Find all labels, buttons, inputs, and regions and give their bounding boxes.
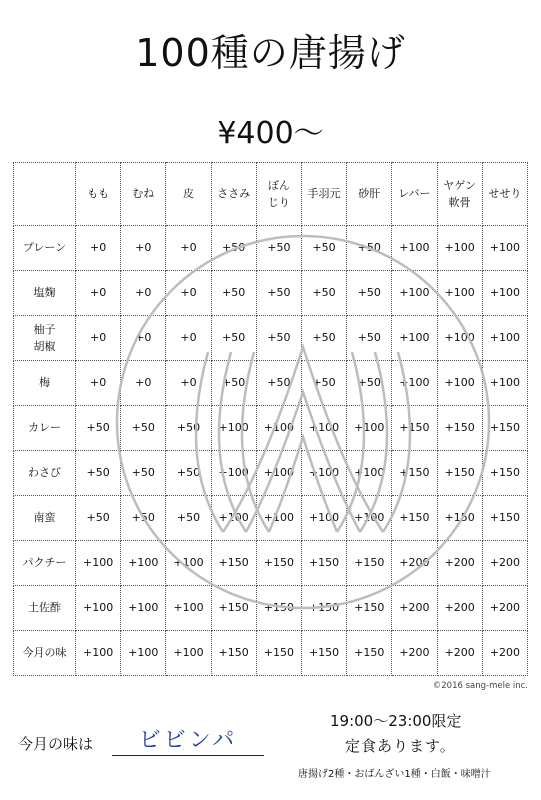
set-meal-text: 定食あります。 xyxy=(345,737,456,755)
menu-title: 100種の唐揚げ xyxy=(135,31,406,75)
price-cell: +100 xyxy=(482,226,527,271)
column-header: せせり xyxy=(482,163,527,226)
price-cell: +0 xyxy=(166,361,211,406)
table-row xyxy=(14,586,528,631)
row-flavor-label: 柚子 胡椒 xyxy=(14,316,76,361)
price-cell: +100 xyxy=(482,361,527,406)
price-cell: +0 xyxy=(76,226,121,271)
price-cell: +100 xyxy=(76,586,121,631)
price-cell: +50 xyxy=(166,406,211,451)
table-header-row xyxy=(14,163,528,226)
price-cell: +50 xyxy=(347,271,392,316)
monthly-flavor-value: ビビンパ xyxy=(112,723,264,756)
price-cell: +50 xyxy=(166,451,211,496)
table-row xyxy=(14,316,528,361)
row-flavor-label: 今月の味 xyxy=(14,631,76,676)
table-body xyxy=(14,226,528,676)
price-cell: +200 xyxy=(437,541,482,586)
price-cell: +150 xyxy=(211,541,256,586)
price-cell: +100 xyxy=(437,361,482,406)
row-flavor-label: わさび xyxy=(14,451,76,496)
column-header: むね xyxy=(121,163,166,226)
price-cell: +150 xyxy=(347,541,392,586)
row-flavor-label: プレーン xyxy=(14,226,76,271)
price-cell: +100 xyxy=(76,631,121,676)
price-cell: +50 xyxy=(211,316,256,361)
price-cell: +0 xyxy=(121,361,166,406)
price-cell: +150 xyxy=(256,586,301,631)
table-row xyxy=(14,631,528,676)
price-cell: +100 xyxy=(437,316,482,361)
price-cell: +0 xyxy=(76,271,121,316)
row-flavor-label: カレー xyxy=(14,406,76,451)
row-flavor-label: 塩麹 xyxy=(14,271,76,316)
set-meal-hours: 19:00〜23:00限定 xyxy=(330,712,462,730)
price-cell: +0 xyxy=(166,271,211,316)
table-row xyxy=(14,451,528,496)
price-cell: +150 xyxy=(301,586,346,631)
price-cell: +0 xyxy=(166,316,211,361)
price-cell: +100 xyxy=(347,406,392,451)
price-cell: +50 xyxy=(211,226,256,271)
price-cell: +50 xyxy=(256,226,301,271)
price-cell: +100 xyxy=(347,496,392,541)
monthly-flavor-label: 今月の味は xyxy=(18,735,94,753)
table-row xyxy=(14,541,528,586)
table-row xyxy=(14,496,528,541)
price-table xyxy=(13,162,528,676)
price-cell: +100 xyxy=(121,586,166,631)
set-meal-detail: 唐揚げ2種・おばんざい1種・白飯・味噌汁 xyxy=(298,769,491,780)
price-cell: +50 xyxy=(301,226,346,271)
price-cell: +150 xyxy=(256,541,301,586)
price-cell: +0 xyxy=(121,271,166,316)
price-cell: +100 xyxy=(166,586,211,631)
price-cell: +50 xyxy=(166,496,211,541)
price-cell: +100 xyxy=(392,226,437,271)
price-cell: +100 xyxy=(76,541,121,586)
price-cell: +200 xyxy=(392,631,437,676)
table-row xyxy=(14,226,528,271)
price-cell: +50 xyxy=(347,226,392,271)
price-cell: +0 xyxy=(121,316,166,361)
column-header: もも xyxy=(76,163,121,226)
price-cell: +50 xyxy=(121,496,166,541)
price-cell: +100 xyxy=(211,496,256,541)
price-cell: +100 xyxy=(121,631,166,676)
column-header: 手羽元 xyxy=(301,163,346,226)
price-cell: +200 xyxy=(437,631,482,676)
price-cell: +50 xyxy=(347,361,392,406)
price-cell: +150 xyxy=(437,406,482,451)
price-cell: +100 xyxy=(256,451,301,496)
price-cell: +100 xyxy=(166,541,211,586)
price-cell: +100 xyxy=(256,496,301,541)
price-cell: +100 xyxy=(482,316,527,361)
row-flavor-label: 梅 xyxy=(14,361,76,406)
column-header: 皮 xyxy=(166,163,211,226)
price-cell: +200 xyxy=(392,541,437,586)
price-cell: +100 xyxy=(211,451,256,496)
price-cell: +100 xyxy=(211,406,256,451)
price-cell: +0 xyxy=(76,361,121,406)
row-flavor-label: 南蛮 xyxy=(14,496,76,541)
price-cell: +0 xyxy=(76,316,121,361)
price-cell: +150 xyxy=(347,631,392,676)
price-cell: +200 xyxy=(482,541,527,586)
table-row xyxy=(14,406,528,451)
row-flavor-label: パクチー xyxy=(14,541,76,586)
price-cell: +50 xyxy=(301,271,346,316)
price-cell: +50 xyxy=(76,406,121,451)
price-cell: +200 xyxy=(437,586,482,631)
column-header: レバー xyxy=(392,163,437,226)
column-header: ぼん じり xyxy=(256,163,301,226)
price-cell: +100 xyxy=(482,271,527,316)
price-cell: +100 xyxy=(392,361,437,406)
price-cell: +100 xyxy=(301,496,346,541)
column-header: 砂肝 xyxy=(347,163,392,226)
price-cell: +100 xyxy=(392,271,437,316)
column-header: ヤゲン 軟骨 xyxy=(437,163,482,226)
price-cell: +100 xyxy=(166,631,211,676)
price-cell: +100 xyxy=(301,406,346,451)
price-cell: +50 xyxy=(256,361,301,406)
price-cell: +0 xyxy=(121,226,166,271)
price-cell: +50 xyxy=(76,451,121,496)
price-cell: +0 xyxy=(166,226,211,271)
price-cell: +150 xyxy=(392,451,437,496)
table-row xyxy=(14,361,528,406)
price-cell: +100 xyxy=(256,406,301,451)
price-cell: +50 xyxy=(121,451,166,496)
price-cell: +150 xyxy=(301,541,346,586)
base-price: ¥400〜 xyxy=(217,116,324,151)
price-cell: +100 xyxy=(347,451,392,496)
price-cell: +150 xyxy=(211,586,256,631)
price-cell: +50 xyxy=(76,496,121,541)
price-cell: +100 xyxy=(437,226,482,271)
price-cell: +150 xyxy=(437,496,482,541)
price-cell: +150 xyxy=(482,406,527,451)
column-header: ささみ xyxy=(211,163,256,226)
price-cell: +150 xyxy=(301,631,346,676)
price-cell: +50 xyxy=(121,406,166,451)
row-flavor-label: 土佐酢 xyxy=(14,586,76,631)
copyright-notice: ©2016 sang-mele inc. xyxy=(432,681,528,691)
price-cell: +50 xyxy=(301,361,346,406)
price-cell: +150 xyxy=(211,631,256,676)
price-cell: +150 xyxy=(392,496,437,541)
price-cell: +150 xyxy=(482,496,527,541)
price-cell: +150 xyxy=(256,631,301,676)
table-row xyxy=(14,271,528,316)
price-cell: +150 xyxy=(482,451,527,496)
corner-cell xyxy=(14,163,76,226)
price-cell: +50 xyxy=(256,316,301,361)
price-cell: +150 xyxy=(392,406,437,451)
price-cell: +150 xyxy=(347,586,392,631)
price-cell: +200 xyxy=(482,586,527,631)
price-cell: +50 xyxy=(211,271,256,316)
price-cell: +150 xyxy=(437,451,482,496)
price-cell: +50 xyxy=(347,316,392,361)
price-cell: +100 xyxy=(437,271,482,316)
price-cell: +100 xyxy=(392,316,437,361)
price-cell: +50 xyxy=(211,361,256,406)
price-cell: +100 xyxy=(121,541,166,586)
price-cell: +200 xyxy=(392,586,437,631)
price-cell: +50 xyxy=(256,271,301,316)
price-cell: +100 xyxy=(301,451,346,496)
price-cell: +200 xyxy=(482,631,527,676)
price-cell: +50 xyxy=(301,316,346,361)
